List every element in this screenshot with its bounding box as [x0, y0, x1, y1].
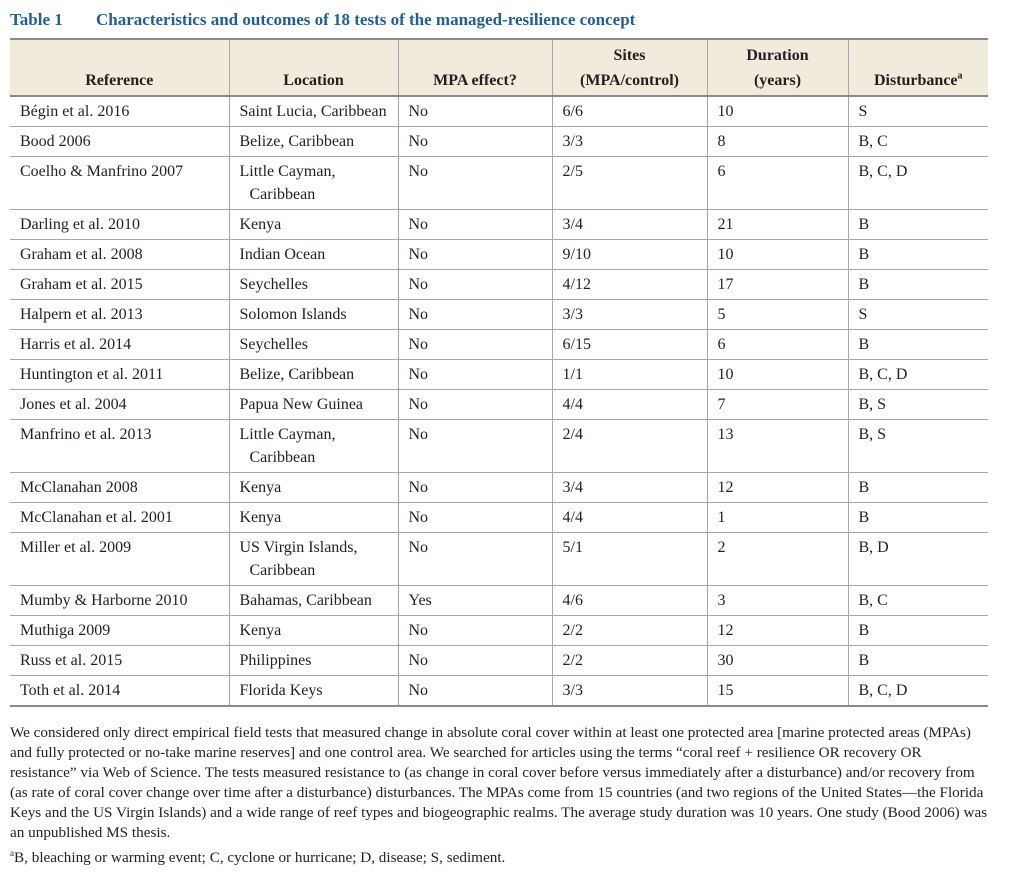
- cell-disturbance: B, S: [848, 390, 988, 420]
- cell-reference: Graham et al. 2015: [10, 270, 229, 300]
- cell-mpa-effect: No: [398, 96, 552, 127]
- header-reference: Reference: [10, 39, 229, 96]
- table-body: [10, 96, 988, 706]
- table-row: [10, 270, 988, 300]
- cell-sites: 4/4: [552, 503, 707, 533]
- cell-mpa-effect: Yes: [398, 586, 552, 616]
- cell-reference: Graham et al. 2008: [10, 240, 229, 270]
- cell-sites: 5/1: [552, 533, 707, 586]
- cell-disturbance: S: [848, 96, 988, 127]
- cell-sites: 3/3: [552, 300, 707, 330]
- cell-mpa-effect: No: [398, 646, 552, 676]
- table-row: [10, 96, 988, 127]
- cell-reference: Toth et al. 2014: [10, 676, 229, 707]
- cell-sites: 9/10: [552, 240, 707, 270]
- cell-duration: 6: [707, 330, 848, 360]
- header-sites: Sites (MPA/control): [552, 39, 707, 96]
- cell-reference: Jones et al. 2004: [10, 390, 229, 420]
- cell-duration: 5: [707, 300, 848, 330]
- cell-sites: 1/1: [552, 360, 707, 390]
- cell-mpa-effect: No: [398, 420, 552, 473]
- cell-sites: 6/15: [552, 330, 707, 360]
- table-caption: [10, 0, 988, 38]
- cell-duration: 17: [707, 270, 848, 300]
- cell-mpa-effect: No: [398, 533, 552, 586]
- cell-location: Solomon Islands: [229, 300, 398, 330]
- cell-mpa-effect: No: [398, 210, 552, 240]
- cell-duration: 10: [707, 240, 848, 270]
- cell-duration: 2: [707, 533, 848, 586]
- cell-disturbance: B: [848, 270, 988, 300]
- cell-sites: 3/4: [552, 210, 707, 240]
- cell-disturbance: B, S: [848, 420, 988, 473]
- cell-reference: Harris et al. 2014: [10, 330, 229, 360]
- cell-mpa-effect: No: [398, 473, 552, 503]
- table-row: [10, 533, 988, 586]
- cell-disturbance: B, D: [848, 533, 988, 586]
- cell-reference: Coelho & Manfrino 2007: [10, 157, 229, 210]
- table-row: [10, 360, 988, 390]
- cell-reference: Miller et al. 2009: [10, 533, 229, 586]
- cell-location: Florida Keys: [229, 676, 398, 707]
- cell-location: Belize, Caribbean: [229, 360, 398, 390]
- cell-disturbance: B, C, D: [848, 157, 988, 210]
- cell-disturbance: B: [848, 473, 988, 503]
- table-row: [10, 473, 988, 503]
- cell-reference: Mumby & Harborne 2010: [10, 586, 229, 616]
- cell-mpa-effect: No: [398, 503, 552, 533]
- cell-mpa-effect: No: [398, 676, 552, 707]
- table-row: [10, 646, 988, 676]
- cell-sites: 6/6: [552, 96, 707, 127]
- cell-duration: 1: [707, 503, 848, 533]
- table-label: Table 1: [10, 10, 63, 29]
- table-row: [10, 330, 988, 360]
- table-row: [10, 420, 988, 473]
- cell-sites: 3/4: [552, 473, 707, 503]
- cell-disturbance: B: [848, 210, 988, 240]
- cell-duration: 21: [707, 210, 848, 240]
- table-row: [10, 127, 988, 157]
- table-page: [10, 0, 988, 868]
- footnote-mark: a: [957, 70, 963, 82]
- table-description: We considered only direct empirical field tests that measured change in absolute coral cover within at least one protected area [marine protected areas (MPAs) and fully protected or no-take marine reserves] and one control area. We searched for articles using the terms “coral reef + resilience OR recovery OR resistance” via Web of Science. The tests measured resistance to (as change in coral cover before versus immediately after a disturbance) and/or recovery from (as rate of coral cover change over time after a disturbance) disturbances. The MPAs come from 15 countries (and two regions of the United States—the Florida Keys and the US Virgin Islands) and a wide range of reef types and biogeographic realms. The average study duration was 10 years. One study (Bood 2006) was an unpublished MS thesis.: [10, 724, 988, 841]
- cell-disturbance: B, C: [848, 586, 988, 616]
- cell-sites: 2/2: [552, 646, 707, 676]
- header-location: Location: [229, 39, 398, 96]
- table-row: [10, 586, 988, 616]
- table-row: [10, 616, 988, 646]
- cell-disturbance: B, C, D: [848, 676, 988, 707]
- cell-disturbance: B: [848, 503, 988, 533]
- cell-sites: 4/6: [552, 586, 707, 616]
- table-notes: [10, 723, 988, 868]
- cell-sites: 4/12: [552, 270, 707, 300]
- cell-mpa-effect: No: [398, 390, 552, 420]
- table-row: [10, 300, 988, 330]
- cell-duration: 3: [707, 586, 848, 616]
- cell-location: Indian Ocean: [229, 240, 398, 270]
- cell-disturbance: B, C, D: [848, 360, 988, 390]
- table-title: Characteristics and outcomes of 18 tests of the managed-resilience concept: [96, 10, 636, 29]
- cell-reference: McClanahan 2008: [10, 473, 229, 503]
- cell-disturbance: B: [848, 240, 988, 270]
- cell-location: Bahamas, Caribbean: [229, 586, 398, 616]
- cell-mpa-effect: No: [398, 330, 552, 360]
- cell-reference: Muthiga 2009: [10, 616, 229, 646]
- table-row: [10, 240, 988, 270]
- cell-duration: 10: [707, 360, 848, 390]
- table-row: [10, 210, 988, 240]
- cell-sites: 3/3: [552, 676, 707, 707]
- cell-duration: 13: [707, 420, 848, 473]
- cell-duration: 7: [707, 390, 848, 420]
- table-row: [10, 390, 988, 420]
- cell-location: Kenya: [229, 616, 398, 646]
- cell-mpa-effect: No: [398, 157, 552, 210]
- cell-location: Kenya: [229, 473, 398, 503]
- cell-location: Belize, Caribbean: [229, 127, 398, 157]
- cell-sites: 2/2: [552, 616, 707, 646]
- cell-duration: 12: [707, 473, 848, 503]
- cell-disturbance: S: [848, 300, 988, 330]
- cell-mpa-effect: No: [398, 240, 552, 270]
- header-disturbance: Disturbance$^a$: [848, 39, 988, 96]
- cell-mpa-effect: No: [398, 270, 552, 300]
- header-duration: Duration (years): [707, 39, 848, 96]
- cell-location: Philippines: [229, 646, 398, 676]
- cell-disturbance: B, C: [848, 127, 988, 157]
- cell-disturbance: B: [848, 616, 988, 646]
- cell-sites: 2/5: [552, 157, 707, 210]
- cell-location: Seychelles: [229, 330, 398, 360]
- cell-duration: 10: [707, 96, 848, 127]
- cell-mpa-effect: No: [398, 360, 552, 390]
- cell-reference: Huntington et al. 2011: [10, 360, 229, 390]
- cell-reference: Halpern et al. 2013: [10, 300, 229, 330]
- cell-duration: 12: [707, 616, 848, 646]
- cell-reference: Bood 2006: [10, 127, 229, 157]
- cell-duration: 15: [707, 676, 848, 707]
- cell-location: Papua New Guinea: [229, 390, 398, 420]
- cell-reference: Bégin et al. 2016: [10, 96, 229, 127]
- cell-location: Seychelles: [229, 270, 398, 300]
- cell-mpa-effect: No: [398, 616, 552, 646]
- cell-disturbance: B: [848, 330, 988, 360]
- cell-reference: Darling et al. 2010: [10, 210, 229, 240]
- table-row: [10, 157, 988, 210]
- cell-duration: 6: [707, 157, 848, 210]
- header-row: [10, 39, 988, 96]
- table-footnote: $^a$B, bleaching or warming event; C, cyclone or hurricane; D, disease; S, sediment.: [10, 848, 506, 867]
- cell-duration: 30: [707, 646, 848, 676]
- cell-location: Kenya: [229, 210, 398, 240]
- cell-sites: 2/4: [552, 420, 707, 473]
- cell-location: US Virgin Islands, Caribbean: [229, 533, 398, 586]
- table-row: [10, 676, 988, 707]
- cell-reference: Manfrino et al. 2013: [10, 420, 229, 473]
- header-mpa-effect: MPA effect?: [398, 39, 552, 96]
- cell-mpa-effect: No: [398, 300, 552, 330]
- cell-mpa-effect: No: [398, 127, 552, 157]
- cell-sites: 3/3: [552, 127, 707, 157]
- cell-reference: Russ et al. 2015: [10, 646, 229, 676]
- cell-location: Little Cayman, Caribbean: [229, 420, 398, 473]
- cell-sites: 4/4: [552, 390, 707, 420]
- cell-reference: McClanahan et al. 2001: [10, 503, 229, 533]
- characteristics-table: [10, 38, 988, 707]
- cell-duration: 8: [707, 127, 848, 157]
- cell-location: Saint Lucia, Caribbean: [229, 96, 398, 127]
- cell-location: Little Cayman, Caribbean: [229, 157, 398, 210]
- table-row: [10, 503, 988, 533]
- cell-disturbance: B: [848, 646, 988, 676]
- cell-location: Kenya: [229, 503, 398, 533]
